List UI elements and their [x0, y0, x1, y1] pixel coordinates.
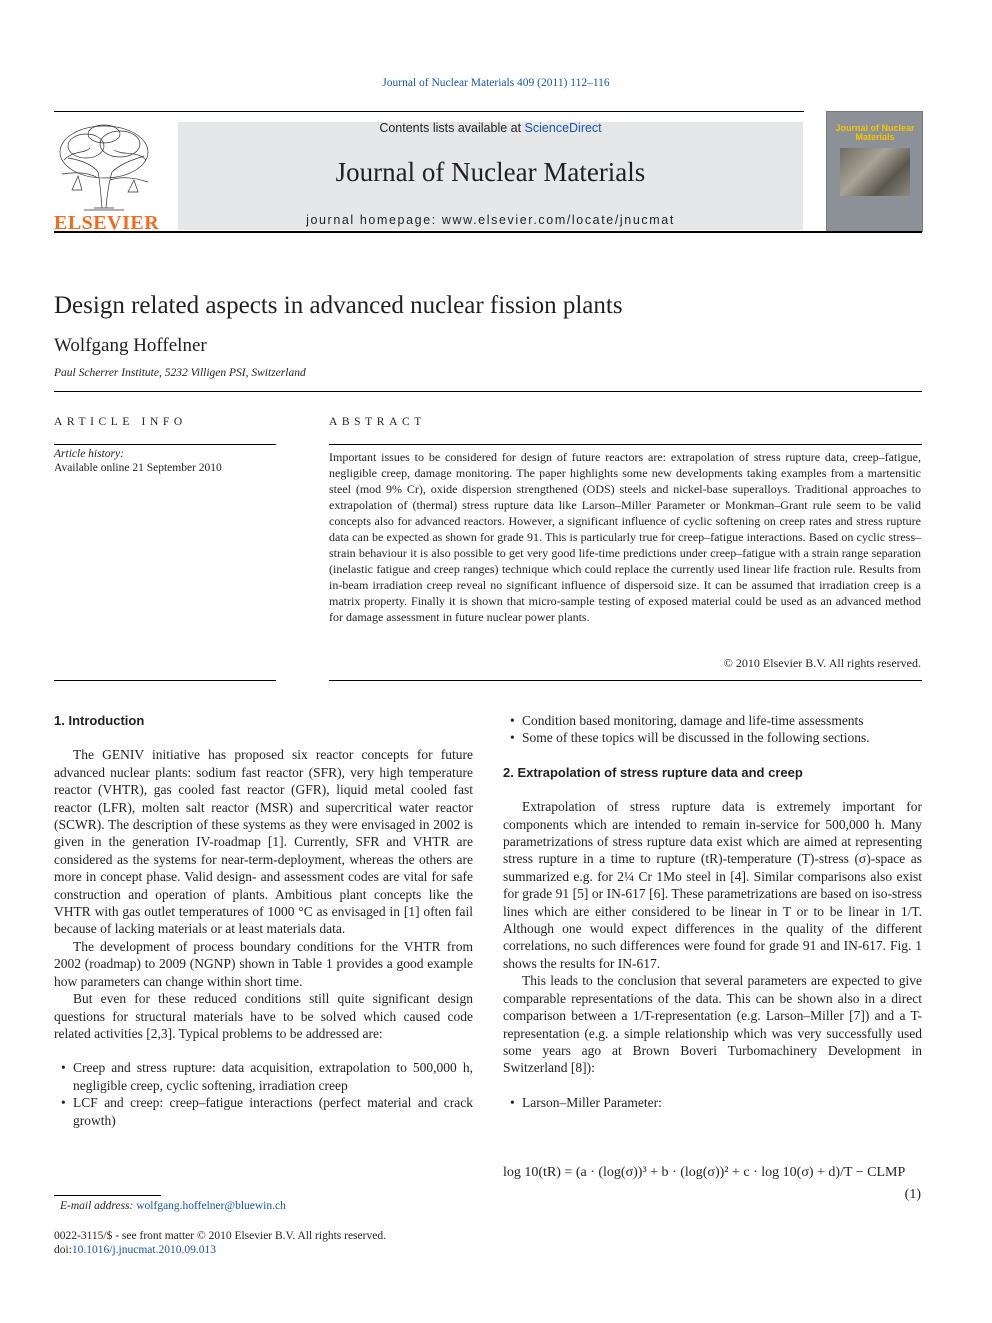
journal-cover-thumbnail [826, 111, 923, 232]
section-2-bullet-list [503, 1094, 922, 1111]
article-info-heading: ARTICLE INFO [54, 416, 187, 428]
history-label: Article history: [54, 448, 124, 460]
right-column [503, 712, 922, 1111]
cover-photo [840, 148, 910, 196]
section-2-paragraph-2: This leads to the conclusion that several parameters are expected to give comparable representations of the data. This can be shown also in a direct comparison between a 1/T-representation (e.g. Larson–Miller [7]) and a T-representation (e.g. a simple relationship which was very successfully used some years ago at Brown Boveri Turbomachinery Development in Switzerland [8]): [503, 973, 922, 1076]
equation-1: log 10(tR) = (a · (log(σ))³ + b · (log(σ))² + c · log 10(σ) + d)/T − CLMP [503, 1165, 906, 1180]
article-info-rule [54, 444, 276, 445]
list-item: • Condition based monitoring, damage and life-time assessments [522, 712, 922, 729]
intro-heading: 1. Introduction [54, 713, 145, 728]
footnote-rule [54, 1195, 161, 1196]
journal-homepage[interactable]: journal homepage: www.elsevier.com/locate/jnucmat [306, 213, 675, 227]
contents-line [178, 121, 803, 135]
author-email-footnote [60, 1200, 286, 1212]
article-title: Design related aspects in advanced nuclear fission plants [54, 292, 623, 319]
author-affiliation: Paul Scherrer Institute, 5232 Villigen PSI, Switzerland [54, 367, 306, 379]
history-value: Available online 21 September 2010 [54, 462, 222, 474]
abstract-copyright: © 2010 Elsevier B.V. All rights reserved. [723, 656, 921, 670]
article-info-rule-bottom [54, 680, 276, 681]
doi-prefix: doi: [54, 1244, 72, 1256]
intro-paragraph-2: The development of process boundary conditions for the VHTR from 2002 (roadmap) to 2009 (NGNP) shown in Table 1 provides a good example how parameters can change within short time. [54, 938, 473, 989]
cover-title: Journal of Nuclear Materials [835, 123, 915, 142]
list-item: • Some of these topics will be discussed in the following sections. [522, 729, 922, 746]
author-name: Wolfgang Hoffelner [54, 335, 207, 356]
section-2-heading: 2. Extrapolation of stress rupture data and creep [503, 764, 803, 780]
section-2-paragraph-1: Extrapolation of stress rupture data is extremely important for components which are intended to remain in-service for 500,000 h. Many parametrizations of stress rupture data exist which are aimed at representing stress rupture in a time to rupture (tR)-temperature (T)-stress (σ)-space as summarized e.g. for 2¼ Cr 1Mo steel in [4]. Similar comparisons also exist for grade 91 [5] or IN-617 [6]. These parametrizations are based on iso-stress lines which are either considered to be linear in T or to be linear in 1/T. Although one would expect differences in the quality of the different correlations, no such differences were found for grade 91 and IN-617. Fig. 1 shows the results for IN-617. [503, 799, 922, 971]
abstract-rule [329, 444, 922, 445]
equation-number: (1) [904, 1187, 921, 1202]
abstract-text: Important issues to be considered for design of future reactors are: extrapolation of stress rupture data, creep–fatigue, negligible creep, damage monitoring. The paper highlights some new developments taking examples from a martensitic steel (mod 9% Cr), oxide dispersion strengthened (ODS) steels and nickel-base superalloys. Traditional approaches to extrapolation of (thermal) stress rupture data like Larson–Miller Parameter or Monkman–Grant rule seem to be valid concepts also for advanced reactors. However, a significant influence of cyclic softening on creep rates and stress rupture data can be expected as shown for grade 91. This is particularly true for creep–fatigue interactions. Based on cyclic stress–strain behaviour it is also possible to get very good life-time predictions under creep–fatigue with a strain range separation (inelastic fatigue and creep ranges) technique which could replace the currently used linear life fraction rule. Results from in-beam irradiation creep reveal no significant influence of dispersoid size. It can be assumed that irradiation creep is a matrix property. Finally it is shown that micro-sample testing of exposed material could be used as an advanced method for damage assessment in future nuclear power plants. [329, 450, 921, 624]
intro-paragraph-3: But even for these reduced conditions still quite significant design questions for structural materials have to be solved which caused code related activities [2,3]. Typical problems to be addressed are: [54, 991, 473, 1041]
left-column [54, 712, 473, 1129]
footer-issn: 0022-3115/$ - see front matter © 2010 Elsevier B.V. All rights reserved. [54, 1230, 386, 1242]
intro-paragraph-1: The GENIV initiative has proposed six reactor concepts for future advanced nuclear plants: sodium fast reactor (SFR), very high temperature reactor (VHTR), gas cooled fast reactor (GFR), liquid metal cooled fast reactor (LFR), molten salt reactor (MSR) and supercritical water reactor (SCWR). The description of these systems as they were envisaged in 2002 is given in the generation IV-roadmap [1]. Currently, SFR and VHTR are considered as the systems for near-term-deployment, whereas the others are more in concept phase. Valid design- and assessment codes are vital for safe construction and operation of plants. Ambitious plant concepts like the VHTR with gas outlet temperatures of 1000 °C as envisaged in [1] often fail because of lacking materials or at least materials data. [54, 747, 473, 937]
sciencedirect-link[interactable]: ScienceDirect [524, 121, 602, 135]
journal-reference[interactable]: Journal of Nuclear Materials 409 (2011) 112–116 [382, 77, 610, 89]
list-item: • Creep and stress rupture: data acquisition, extrapolation to 500,000 h, negligible creep, cyclic softening, irradiation creep [73, 1059, 473, 1094]
abstract-heading: ABSTRACT [329, 416, 426, 428]
header-rule-top [54, 111, 804, 112]
intro-bullet-list-continued [503, 712, 922, 747]
intro-bullet-list [54, 1059, 473, 1129]
meta-rule [54, 391, 922, 392]
doi-link[interactable]: 10.1016/j.jnucmat.2010.09.013 [71, 1244, 216, 1256]
email-label: E-mail address: [60, 1200, 134, 1212]
abstract-rule-bottom [329, 680, 922, 681]
list-item: • Larson–Miller Parameter: [522, 1094, 922, 1111]
elsevier-wordmark: ELSEVIER [54, 212, 160, 234]
list-item: • LCF and creep: creep–fatigue interactions (perfect material and crack growth) [73, 1094, 473, 1129]
contents-prefix: Contents lists available at [379, 121, 525, 135]
journal-title: Journal of Nuclear Materials [335, 157, 646, 187]
header-rule-bottom [54, 231, 922, 233]
email-link[interactable]: wolfgang.hoffelner@bluewin.ch [136, 1200, 286, 1212]
footer-doi [54, 1244, 216, 1256]
